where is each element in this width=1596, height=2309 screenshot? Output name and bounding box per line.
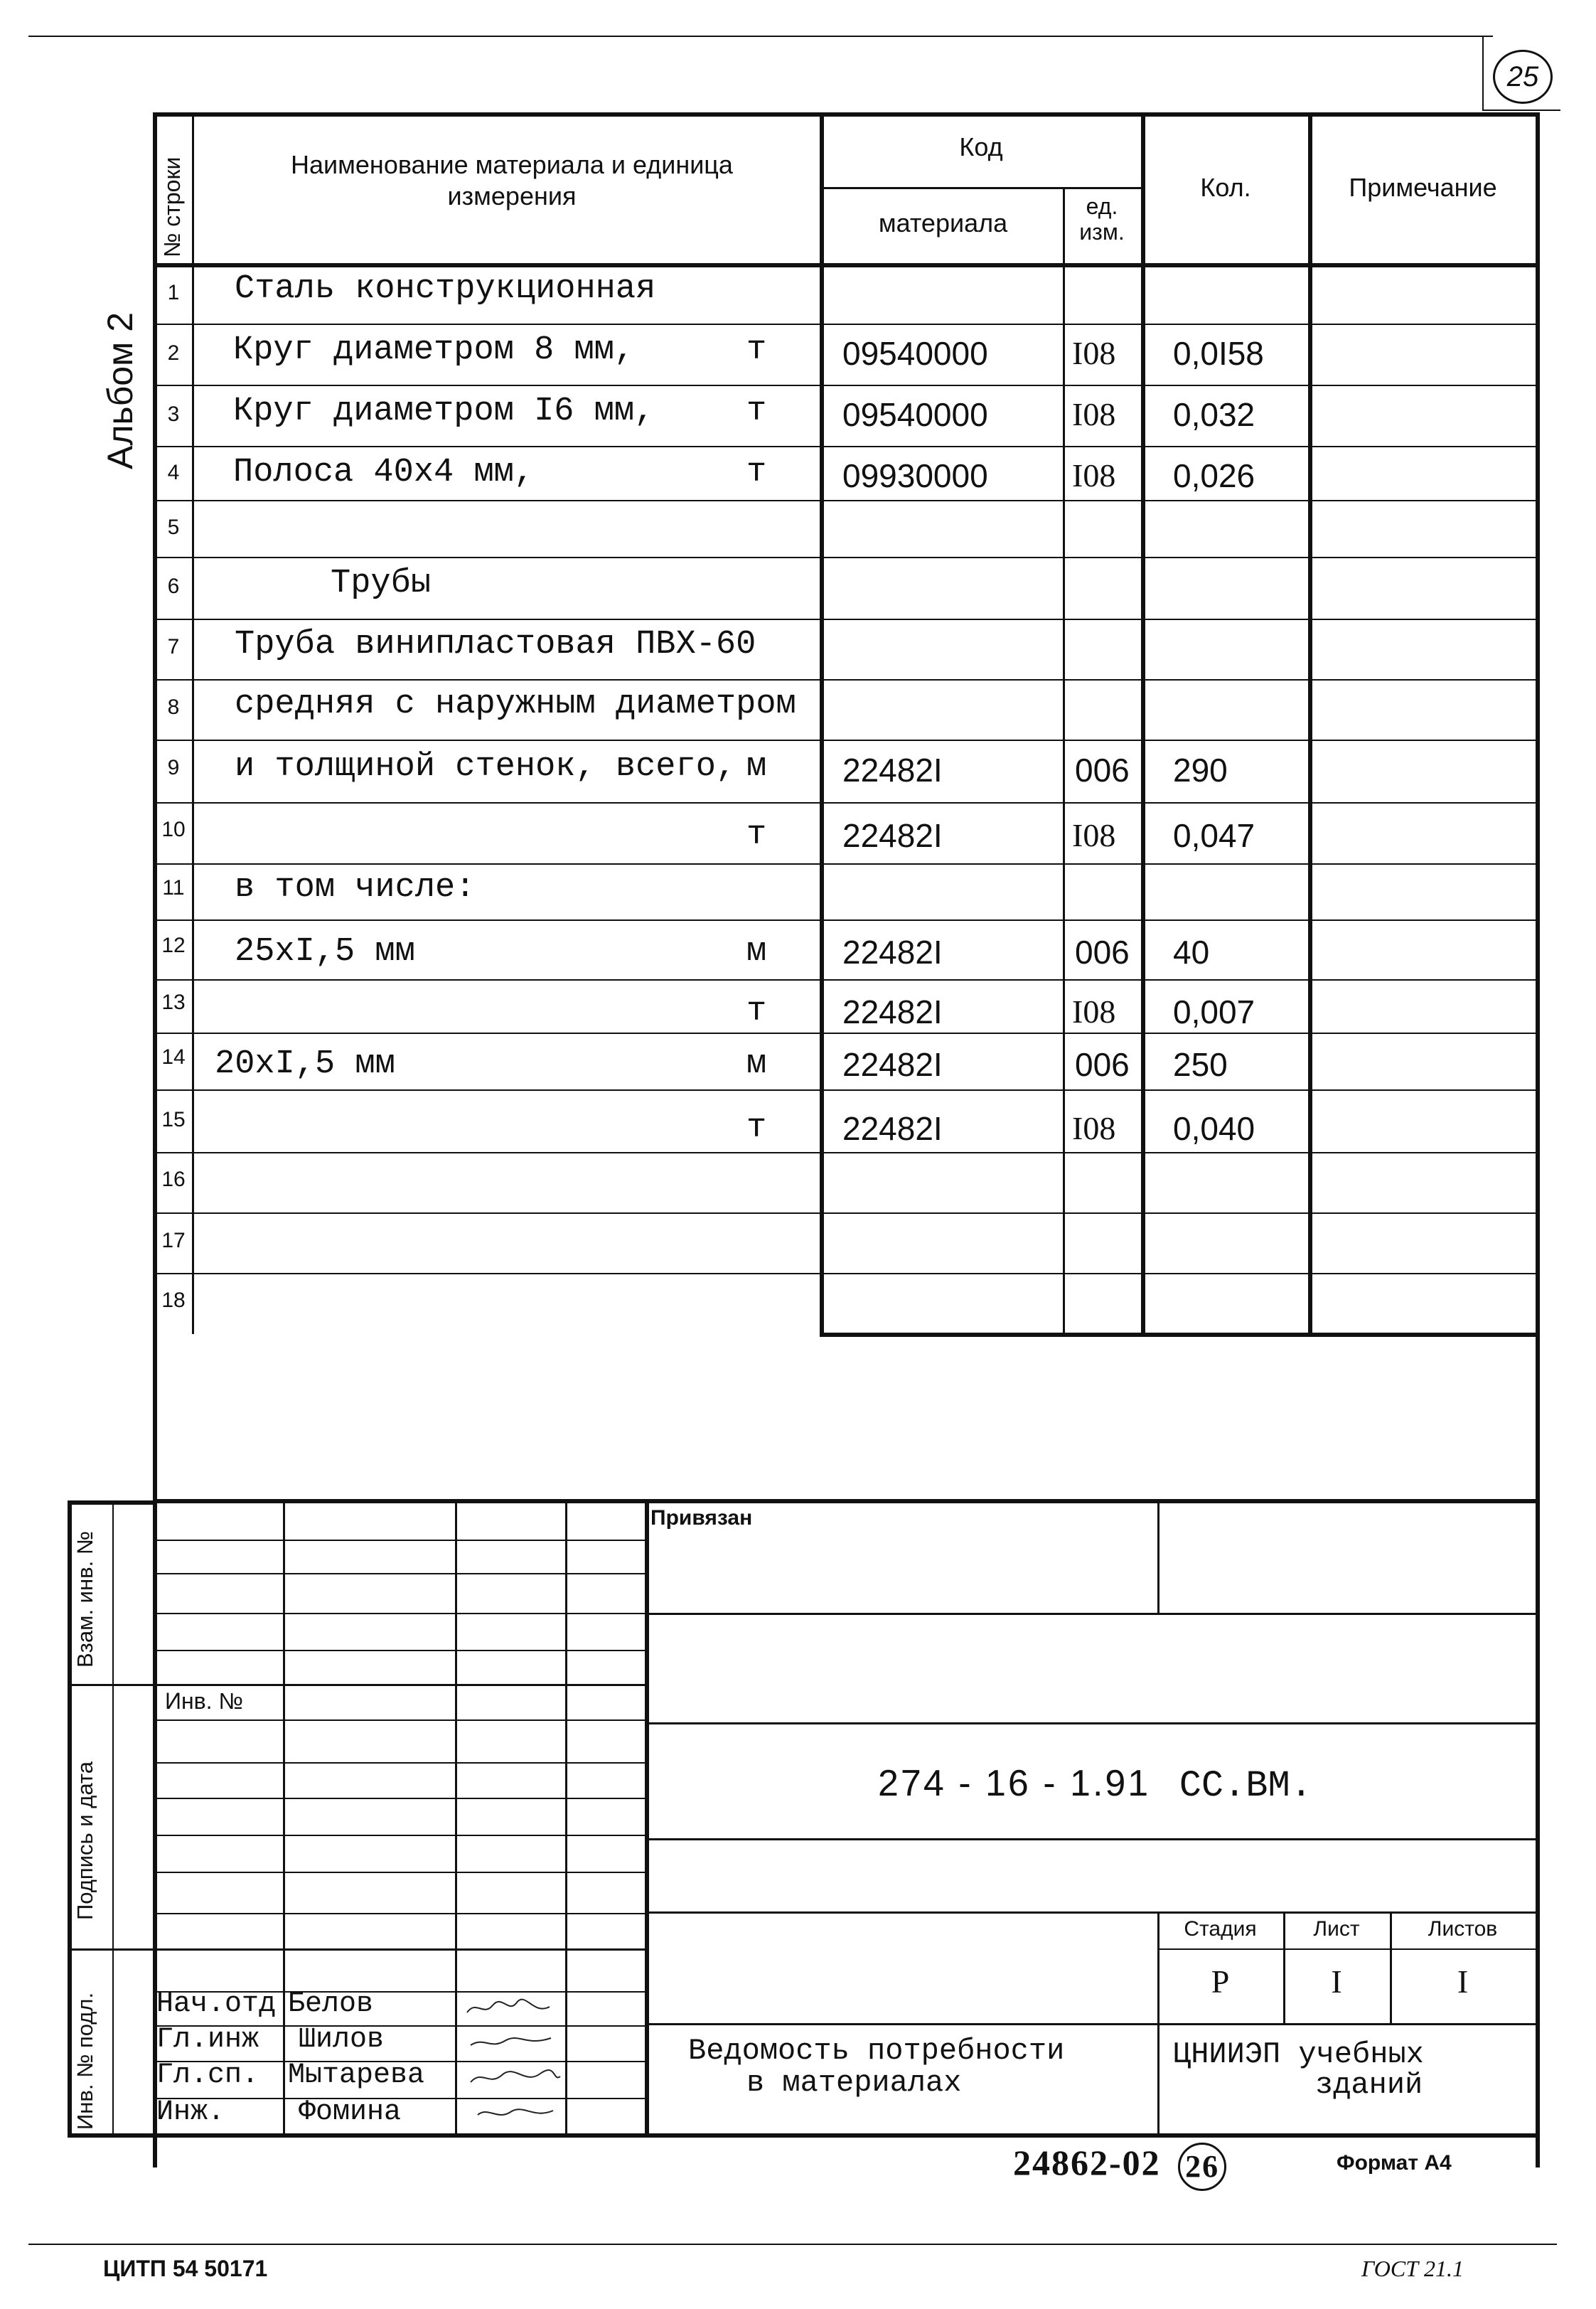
document-title-line1: Ведомость потребности <box>688 2034 1065 2068</box>
document-code-number: 274 - 16 - 1.91 <box>878 1763 1151 1804</box>
row-name: Круг диаметром 8 мм, <box>233 331 635 369</box>
row-unit-code: I08 <box>1072 817 1116 853</box>
archive-page-circle <box>1178 2143 1226 2191</box>
row-unit-letter: т <box>746 393 767 430</box>
row-unit-letter: т <box>746 816 767 854</box>
printer-code: ЦИТП 54 50171 <box>103 2256 268 2281</box>
signer-role: Гл.инж <box>156 2024 259 2056</box>
row-code: 22482I <box>842 993 943 1030</box>
gost-code: ГОСТ 21.1 <box>1361 2256 1464 2281</box>
privyazan-label: Привязан <box>650 1506 753 1530</box>
row-unit-letter: т <box>746 1109 767 1147</box>
signature-scribble <box>476 2103 555 2123</box>
header-note: Примечание <box>1349 173 1497 202</box>
row-unit-code: 006 <box>1075 934 1130 971</box>
inv-podl-label: Инв. № подл. <box>73 1992 97 2130</box>
row-qty: 0,0I58 <box>1173 335 1264 372</box>
row-qty: 250 <box>1173 1046 1228 1083</box>
document-code-suffix: СС.ВМ. <box>1179 1765 1312 1807</box>
archive-number-text: 24862-02 <box>1013 2143 1161 2182</box>
row-unit-code: I08 <box>1072 457 1116 494</box>
signer-name: Фомина <box>299 2096 402 2128</box>
signer-name: Мытарева <box>288 2059 425 2091</box>
bottom-rule <box>28 2244 1557 2245</box>
row-unit-letter: м <box>746 933 767 971</box>
row-unit-code: 006 <box>1075 752 1130 789</box>
signer-name: Шилов <box>299 2024 385 2056</box>
format-label: Формат А4 <box>1337 2151 1452 2175</box>
stage-value: Р <box>1211 1963 1230 2000</box>
document-code <box>878 1762 1312 1807</box>
row-qty: 0,032 <box>1173 396 1255 433</box>
signature-scribble <box>469 2068 562 2088</box>
row-code: 22482I <box>842 752 943 789</box>
corner-rule-bottom <box>1482 110 1560 111</box>
signature-scribble <box>469 2032 555 2052</box>
signer-role: Инж. <box>156 2096 225 2128</box>
header-name: Наименование материала и единица измерения <box>291 150 733 210</box>
row-unit-letter: м <box>746 1045 767 1083</box>
header-unit: ед. изм. <box>1079 193 1125 245</box>
signer-role: Гл.сп. <box>156 2059 259 2091</box>
page-number-circle <box>1493 50 1553 104</box>
row-qty: 0,047 <box>1173 817 1255 854</box>
row-unit-code: I08 <box>1072 993 1116 1030</box>
row-unit-letter: т <box>746 993 767 1030</box>
row-name: в том числе: <box>235 869 476 907</box>
row-name: Трубы <box>331 565 432 602</box>
row-unit-letter: м <box>746 748 767 786</box>
document-title-line2: в материалах <box>746 2066 962 2100</box>
row-qty: 0,040 <box>1173 1110 1255 1147</box>
row-name: Круг диаметром I6 мм, <box>233 393 655 430</box>
row-qty: 40 <box>1173 934 1210 971</box>
archive-number <box>1013 2142 1226 2191</box>
row-unit-code: I08 <box>1072 396 1116 432</box>
row-unit-code: I08 <box>1072 1110 1116 1146</box>
row-unit-letter: т <box>746 454 767 491</box>
signature-scribble <box>466 1997 551 2018</box>
row-qty: 290 <box>1173 752 1228 789</box>
header-code: Код <box>959 132 1003 161</box>
row-unit-letter: т <box>746 331 767 369</box>
organization-line2: зданий <box>1315 2068 1423 2102</box>
row-name: Полоса 40х4 мм, <box>233 454 535 491</box>
row-code: 09540000 <box>842 396 988 433</box>
stage-label: Стадия <box>1184 1917 1257 1941</box>
archive-page: 26 <box>1185 2148 1220 2184</box>
row-name: средняя с наружным диаметром <box>235 686 796 723</box>
sheet-value: I <box>1331 1963 1342 2000</box>
row-name: 25xI,5 мм <box>235 933 415 971</box>
row-qty: 0,007 <box>1173 993 1255 1030</box>
row-name: и толщиной стенок, всего, <box>235 748 737 786</box>
row-code: 22482I <box>842 1046 943 1083</box>
row-code: 22482I <box>842 934 943 971</box>
header-qty: Кол. <box>1200 173 1251 202</box>
row-unit-code: I08 <box>1072 335 1116 371</box>
header-material: материала <box>878 208 1008 238</box>
row-code: 22482I <box>842 1110 943 1147</box>
organization-line1: ЦНИИЭП учебных <box>1173 2037 1424 2071</box>
signer-name: Белов <box>288 1988 374 2020</box>
sheets-value: I <box>1457 1963 1469 2000</box>
podpis-label: Подпись и дата <box>73 1761 97 1920</box>
row-name: Сталь конструкционная <box>235 270 656 308</box>
side-label-album: Альбом 2 <box>100 311 140 469</box>
row-name: Труба винипластовая ПВХ-60 <box>235 626 756 663</box>
row-code: 22482I <box>842 817 943 854</box>
page-number: 25 <box>1506 61 1539 92</box>
row-code: 09930000 <box>842 457 988 494</box>
sheets-label: Листов <box>1428 1917 1498 1941</box>
sheet-label: Лист <box>1313 1917 1360 1941</box>
row-unit-code: 006 <box>1075 1046 1130 1083</box>
corner-rule <box>1482 37 1484 111</box>
header-row-no: № строки <box>159 156 185 257</box>
top-rule <box>28 36 1493 37</box>
vzam-inv-label: Взам. инв. № <box>73 1530 97 1668</box>
row-code: 09540000 <box>842 335 988 372</box>
row-qty: 0,026 <box>1173 457 1255 494</box>
inv-no-label: Инв. № <box>165 1688 243 1714</box>
row-name: 20xI,5 мм <box>215 1045 395 1083</box>
signer-role: Нач.отд <box>156 1988 277 2020</box>
